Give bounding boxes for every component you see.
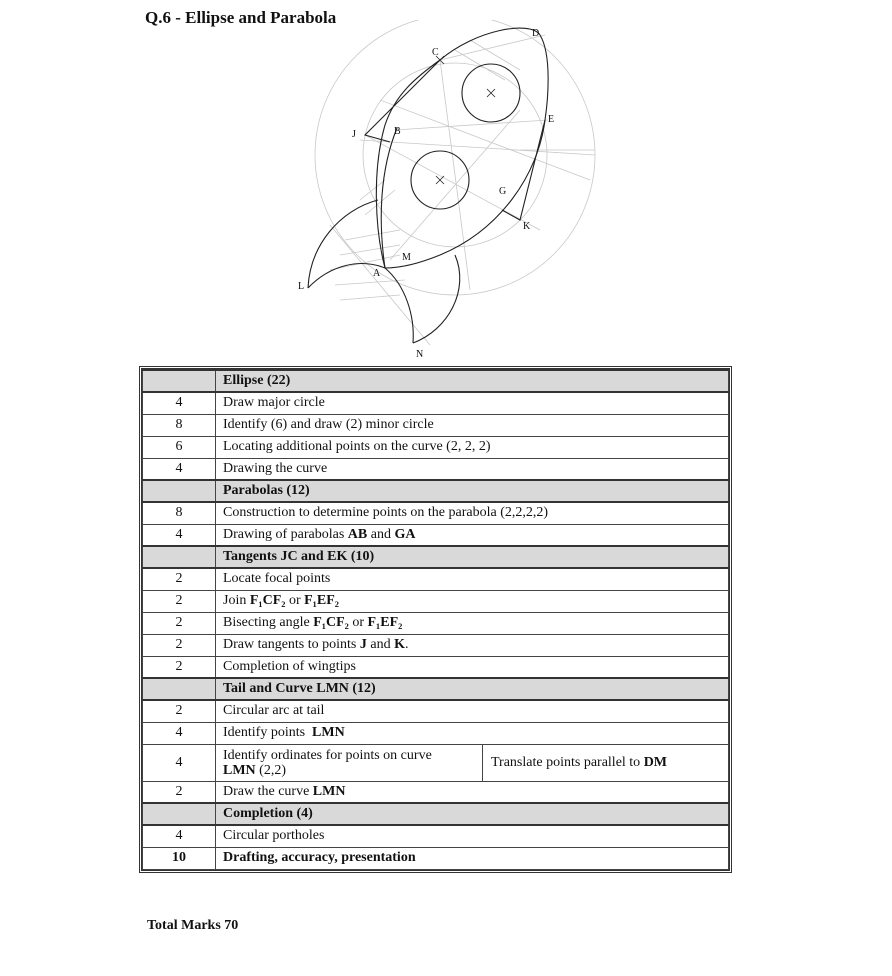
criterion-cell: Join F₁CF₂ or F₁EF₂: [216, 590, 729, 612]
label-j: J: [352, 129, 356, 140]
label-n: N: [416, 349, 424, 360]
mark-cell: 8: [143, 414, 216, 436]
construction-lines: [315, 20, 595, 345]
scheme-row: [143, 436, 729, 458]
section-heading: Tail and Curve LMN (12): [216, 678, 729, 700]
mark-cell: 4: [143, 524, 216, 546]
section-tangents: [143, 546, 729, 568]
question-title: Q.6 - Ellipse and Parabola: [145, 8, 337, 27]
label-e: E: [548, 114, 555, 125]
label-c: C: [432, 47, 439, 58]
marking-scheme-table: [139, 366, 732, 873]
porthole-upper-centre: [487, 89, 495, 97]
criterion-text: Identify ordinates for points on curve LMN (2,2): [216, 745, 483, 781]
criterion-cell: Draw the curve LMN: [216, 781, 729, 803]
porthole-lower-centre: [436, 176, 444, 184]
mark-cell: 4: [143, 722, 216, 744]
section-heading: Parabolas (12): [216, 480, 729, 502]
label-m: M: [402, 252, 411, 263]
label-b: B: [394, 126, 401, 137]
criterion-cell: Locating additional points on the curve (2, 2, 2): [216, 436, 729, 458]
scheme-row: [143, 781, 729, 803]
criterion-cell: Circular arc at tail: [216, 700, 729, 722]
scheme-row: [143, 414, 729, 436]
mark-cell: 4: [143, 458, 216, 480]
scheme-row: [143, 722, 729, 744]
scheme-row: [143, 825, 729, 847]
scheme-row: [143, 590, 729, 612]
mark-cell: 8: [143, 502, 216, 524]
scheme-row-final: [143, 847, 729, 869]
mark-cell: 10: [143, 847, 216, 869]
criterion-note: Translate points parallel to DM: [491, 755, 668, 770]
criterion-cell: Draw tangents to points J and K.: [216, 634, 729, 656]
mark-cell: 2: [143, 656, 216, 678]
criterion-cell: Construction to determine points on the parabola (2,2,2,2): [216, 502, 729, 524]
criterion-cell: Drawing of parabolas AB and GA: [216, 524, 729, 546]
section-tail: [143, 678, 729, 700]
mark-cell: 4: [143, 744, 216, 781]
rocket-outline: [308, 28, 548, 343]
mark-cell: 2: [143, 700, 216, 722]
label-a: A: [373, 268, 381, 279]
criterion-cell: Identify points LMN: [216, 722, 729, 744]
mark-cell: 4: [143, 392, 216, 414]
mark-cell: 2: [143, 634, 216, 656]
mark-cell: 2: [143, 612, 216, 634]
section-heading: Ellipse (22): [216, 370, 729, 392]
wingtip-right: [502, 120, 545, 220]
criterion-cell: Identify (6) and draw (2) minor circle: [216, 414, 729, 436]
scheme-row: [143, 744, 729, 781]
tail-arc-right: [413, 255, 460, 343]
scheme-row: [143, 634, 729, 656]
section-heading: Completion (4): [216, 803, 729, 825]
mark-cell: 2: [143, 568, 216, 590]
scheme-row: [143, 524, 729, 546]
mark-cell: 6: [143, 436, 216, 458]
label-k: K: [523, 221, 531, 232]
scheme-row: [143, 656, 729, 678]
criterion-cell: Draw major circle: [216, 392, 729, 414]
scheme-row: [143, 458, 729, 480]
criterion-cell: Drawing the curve: [216, 458, 729, 480]
rocket-construction-drawing: [290, 20, 610, 365]
total-marks: Total Marks 70: [147, 918, 239, 933]
criterion-cell: Bisecting angle F₁CF₂ or F₁EF₂: [216, 612, 729, 634]
criterion-cell: Drafting, accuracy, presentation: [216, 847, 729, 869]
scheme-row: [143, 392, 729, 414]
curve-lmn-right: [385, 268, 413, 343]
section-parabolas: [143, 480, 729, 502]
section-heading: Tangents JC and EK (10): [216, 546, 729, 568]
scheme-row: [143, 568, 729, 590]
section-ellipse: [143, 370, 729, 392]
criterion-cell: Locate focal points: [216, 568, 729, 590]
criterion-cell: Circular portholes: [216, 825, 729, 847]
scheme-row: [143, 700, 729, 722]
section-completion: [143, 803, 729, 825]
label-g: G: [499, 186, 507, 197]
label-d: D: [532, 28, 540, 39]
scheme-row: [143, 612, 729, 634]
mark-cell: 2: [143, 781, 216, 803]
label-l: L: [298, 281, 305, 292]
criterion-cell: [216, 744, 729, 781]
criterion-cell: Completion of wingtips: [216, 656, 729, 678]
mark-cell: 4: [143, 825, 216, 847]
mark-cell: 2: [143, 590, 216, 612]
scheme-row: [143, 502, 729, 524]
